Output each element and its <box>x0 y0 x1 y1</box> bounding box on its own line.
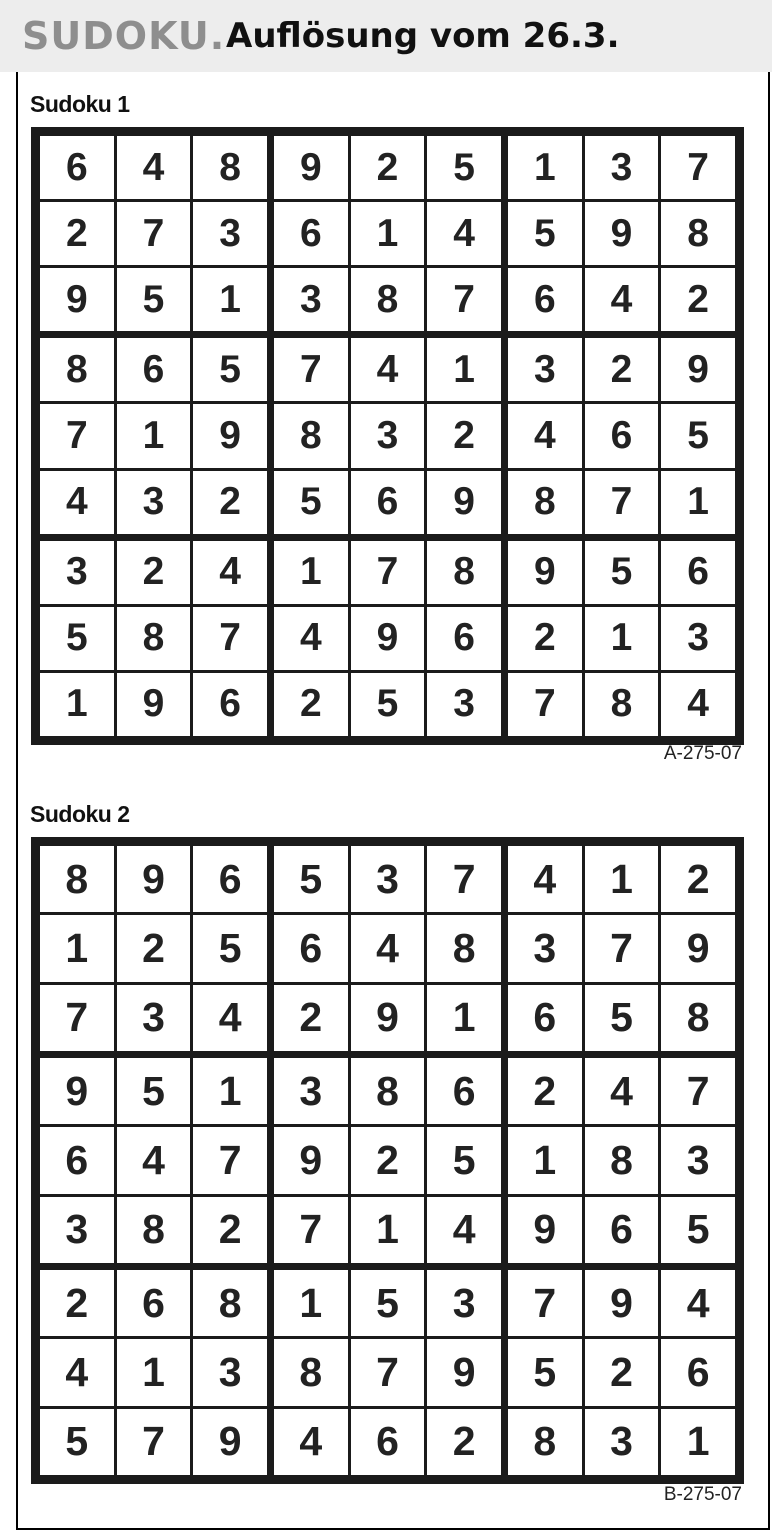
sudoku-cell: 2 <box>585 338 659 401</box>
sudoku-cell: 5 <box>40 1409 114 1475</box>
sudoku-cell: 3 <box>661 1127 735 1193</box>
sudoku-cell: 5 <box>274 846 348 912</box>
sudoku-cell: 1 <box>117 404 191 467</box>
sudoku-cell: 5 <box>585 541 659 604</box>
sudoku-cell: 7 <box>508 1270 582 1336</box>
sudoku-cell: 5 <box>661 1197 735 1263</box>
sudoku-cell: 1 <box>274 1270 348 1336</box>
sudoku-cell: 6 <box>274 202 348 265</box>
sudoku-cell: 3 <box>508 915 582 981</box>
sudoku-cell: 7 <box>193 1127 267 1193</box>
sudoku-cell: 2 <box>117 915 191 981</box>
sudoku-cell: 1 <box>661 1409 735 1475</box>
sudoku-cell: 2 <box>40 1270 114 1336</box>
sudoku-cell: 1 <box>351 1197 425 1263</box>
puzzle-label-2: Sudoku 2 <box>30 801 130 827</box>
sudoku-cell: 6 <box>351 1409 425 1475</box>
sudoku-cell: 3 <box>661 607 735 670</box>
sudoku-cell: 8 <box>193 136 267 199</box>
sudoku-cell: 8 <box>117 1197 191 1263</box>
sudoku-cell: 1 <box>193 268 267 331</box>
sudoku-cell: 8 <box>193 1270 267 1336</box>
sudoku-cell: 5 <box>351 673 425 736</box>
sudoku-cell: 8 <box>585 673 659 736</box>
sudoku-cell: 2 <box>193 471 267 534</box>
sudoku-cell: 6 <box>427 607 501 670</box>
sudoku-cell: 2 <box>351 1127 425 1193</box>
sudoku-cell: 3 <box>585 136 659 199</box>
sudoku-cell: 4 <box>661 673 735 736</box>
sudoku-grid-1 <box>31 127 744 745</box>
sudoku-cell: 4 <box>585 1058 659 1124</box>
sudoku-cell: 1 <box>585 846 659 912</box>
sudoku-cell: 9 <box>193 1409 267 1475</box>
sudoku-cell: 3 <box>585 1409 659 1475</box>
sudoku-cell: 1 <box>508 1127 582 1193</box>
sudoku-cell: 4 <box>274 607 348 670</box>
sudoku-cell: 3 <box>274 1058 348 1124</box>
sudoku-cell: 9 <box>117 673 191 736</box>
sudoku-cell: 7 <box>585 471 659 534</box>
sudoku-cell: 2 <box>427 1409 501 1475</box>
sudoku-cell: 7 <box>274 338 348 401</box>
sudoku-cell: 1 <box>427 338 501 401</box>
puzzle-code-1: A-275-07 <box>663 743 742 764</box>
sudoku-cell: 5 <box>351 1270 425 1336</box>
sudoku-cell: 1 <box>274 541 348 604</box>
sudoku-cell: 6 <box>508 985 582 1051</box>
sudoku-cell: 8 <box>40 846 114 912</box>
sudoku-cell: 8 <box>40 338 114 401</box>
sudoku-cell: 5 <box>274 471 348 534</box>
sudoku-cell: 1 <box>193 1058 267 1124</box>
sudoku-cell: 7 <box>427 268 501 331</box>
sudoku-cell: 5 <box>117 1058 191 1124</box>
sudoku-cell: 6 <box>508 268 582 331</box>
sudoku-cell: 6 <box>40 1127 114 1193</box>
sudoku-cell: 5 <box>508 1339 582 1405</box>
sudoku-cell: 8 <box>661 985 735 1051</box>
sudoku-cell: 9 <box>661 915 735 981</box>
sudoku-cell: 3 <box>40 541 114 604</box>
sudoku-cell: 4 <box>661 1270 735 1336</box>
sudoku-cell: 4 <box>193 985 267 1051</box>
sudoku-cell: 8 <box>427 541 501 604</box>
sudoku-cell: 3 <box>40 1197 114 1263</box>
sudoku-cell: 2 <box>117 541 191 604</box>
sudoku-cell: 7 <box>117 1409 191 1475</box>
sudoku-cell: 7 <box>585 915 659 981</box>
sudoku-cell: 5 <box>585 985 659 1051</box>
sudoku-cell: 9 <box>661 338 735 401</box>
sudoku-cell: 4 <box>193 541 267 604</box>
sudoku-cell: 3 <box>117 985 191 1051</box>
sudoku-cell: 9 <box>427 471 501 534</box>
solution-date-title: Auflösung vom 26.3. <box>226 16 620 56</box>
sudoku-cell: 6 <box>661 541 735 604</box>
sudoku-cell: 6 <box>40 136 114 199</box>
sudoku-cell: 4 <box>508 404 582 467</box>
sudoku-cell: 2 <box>508 607 582 670</box>
sudoku-cell: 3 <box>351 404 425 467</box>
sudoku-cell: 9 <box>508 1197 582 1263</box>
sudoku-cell: 1 <box>117 1339 191 1405</box>
sudoku-cell: 1 <box>351 202 425 265</box>
sudoku-cell: 4 <box>40 1339 114 1405</box>
sudoku-cell: 7 <box>661 1058 735 1124</box>
sudoku-cell: 9 <box>585 1270 659 1336</box>
sudoku-cell: 4 <box>117 1127 191 1193</box>
sudoku-cell: 2 <box>661 268 735 331</box>
puzzle-code-2: B-275-07 <box>663 1484 742 1505</box>
sudoku-cell: 6 <box>427 1058 501 1124</box>
sudoku-cell: 8 <box>351 1058 425 1124</box>
sudoku-cell: 8 <box>508 471 582 534</box>
sudoku-cell: 8 <box>274 1339 348 1405</box>
sudoku-cell: 5 <box>508 202 582 265</box>
sudoku-cell: 5 <box>193 915 267 981</box>
sudoku-cell: 9 <box>274 1127 348 1193</box>
sudoku-cell: 4 <box>508 846 582 912</box>
sudoku-cell: 3 <box>427 673 501 736</box>
sudoku-cell: 2 <box>585 1339 659 1405</box>
sudoku-cell: 8 <box>508 1409 582 1475</box>
sudoku-cell: 6 <box>193 673 267 736</box>
sudoku-cell: 7 <box>40 404 114 467</box>
sudoku-cell: 2 <box>351 136 425 199</box>
sudoku-cell: 8 <box>661 202 735 265</box>
sudoku-cell: 6 <box>351 471 425 534</box>
sudoku-cell: 9 <box>585 202 659 265</box>
sudoku-cell: 4 <box>351 915 425 981</box>
sudoku-cell: 5 <box>117 268 191 331</box>
sudoku-cell: 1 <box>508 136 582 199</box>
sudoku-cell: 7 <box>193 607 267 670</box>
sudoku-cell: 3 <box>274 268 348 331</box>
sudoku-cell: 8 <box>274 404 348 467</box>
sudoku-cell: 8 <box>427 915 501 981</box>
sudoku-cell: 4 <box>274 1409 348 1475</box>
sudoku-cell: 9 <box>351 985 425 1051</box>
sudoku-cell: 2 <box>661 846 735 912</box>
sudoku-cell: 1 <box>661 471 735 534</box>
sudoku-cell: 4 <box>40 471 114 534</box>
sudoku-cell: 5 <box>40 607 114 670</box>
sudoku-cell: 7 <box>40 985 114 1051</box>
sudoku-cell: 6 <box>661 1339 735 1405</box>
sudoku-cell: 9 <box>427 1339 501 1405</box>
sudoku-cell: 9 <box>274 136 348 199</box>
sudoku-cell: 6 <box>117 338 191 401</box>
sudoku-cell: 6 <box>193 846 267 912</box>
sudoku-cell: 9 <box>40 268 114 331</box>
sudoku-cell: 4 <box>585 268 659 331</box>
sudoku-cell: 1 <box>40 915 114 981</box>
puzzle-label-1: Sudoku 1 <box>30 91 130 117</box>
sudoku-cell: 9 <box>351 607 425 670</box>
page-header <box>0 0 772 72</box>
sudoku-cell: 5 <box>427 136 501 199</box>
sudoku-cell: 4 <box>427 1197 501 1263</box>
sudoku-cell: 9 <box>508 541 582 604</box>
sudoku-cell: 2 <box>508 1058 582 1124</box>
sudoku-cell: 9 <box>40 1058 114 1124</box>
sudoku-cell: 2 <box>40 202 114 265</box>
sudoku-cell: 7 <box>351 541 425 604</box>
sudoku-cell: 8 <box>117 607 191 670</box>
sudoku-cell: 1 <box>585 607 659 670</box>
sudoku-cell: 7 <box>274 1197 348 1263</box>
sudoku-cell: 8 <box>585 1127 659 1193</box>
sudoku-cell: 5 <box>193 338 267 401</box>
sudoku-cell: 1 <box>427 985 501 1051</box>
sudoku-cell: 2 <box>274 985 348 1051</box>
sudoku-cell: 1 <box>40 673 114 736</box>
sudoku-cell: 6 <box>117 1270 191 1336</box>
sudoku-cell: 6 <box>585 1197 659 1263</box>
sudoku-cell: 9 <box>193 404 267 467</box>
sudoku-cell: 2 <box>427 404 501 467</box>
sudoku-cell: 2 <box>193 1197 267 1263</box>
sudoku-cell: 4 <box>117 136 191 199</box>
sudoku-cell: 3 <box>427 1270 501 1336</box>
sudoku-cell: 9 <box>117 846 191 912</box>
sudoku-cell: 2 <box>274 673 348 736</box>
sudoku-cell: 7 <box>351 1339 425 1405</box>
sudoku-cell: 3 <box>117 471 191 534</box>
sudoku-cell: 3 <box>193 202 267 265</box>
sudoku-cell: 6 <box>274 915 348 981</box>
sudoku-cell: 7 <box>661 136 735 199</box>
sudoku-cell: 3 <box>193 1339 267 1405</box>
sudoku-cell: 3 <box>508 338 582 401</box>
sudoku-cell: 4 <box>427 202 501 265</box>
sudoku-cell: 7 <box>427 846 501 912</box>
sudoku-cell: 6 <box>585 404 659 467</box>
sudoku-cell: 5 <box>661 404 735 467</box>
sudoku-cell: 7 <box>117 202 191 265</box>
sudoku-cell: 8 <box>351 268 425 331</box>
sudoku-cell: 3 <box>351 846 425 912</box>
sudoku-cell: 4 <box>351 338 425 401</box>
brand-title: SUDOKU. <box>22 14 226 58</box>
sudoku-cell: 7 <box>508 673 582 736</box>
sudoku-grid-2 <box>31 837 744 1484</box>
sudoku-cell: 5 <box>427 1127 501 1193</box>
